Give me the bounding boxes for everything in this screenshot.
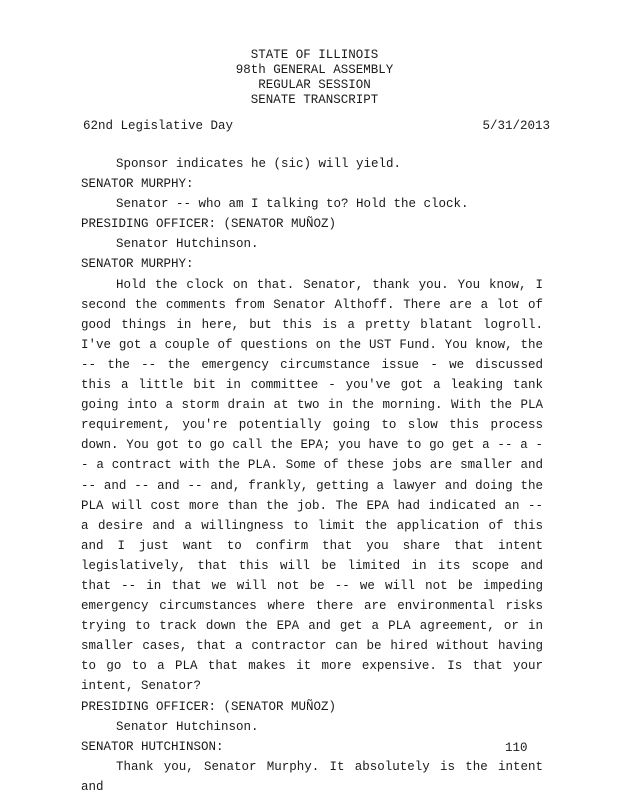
- speaker-label: PRESIDING OFFICER: (SENATOR MUÑOZ): [81, 699, 337, 714]
- header-state: STATE OF ILLINOIS: [250, 48, 379, 62]
- transcript-paragraph: Hold the clock on that. Senator, thank you. You know, I second the comments from Senator Althoff. There are a lot of good things in here, but this is a pretty blatant logroll. I've got a couple of questions on the UST Fund. You know, the -- the -- the emergency circumstance issue - we discussed this a little bit in committee - you've got a leaking tank going into a storm drain at two in the morning. With the PLA requirement, you're potentially going to slow this process down. You got to go call the EPA; you have to go get a -- a -- a contract with the PLA. Some of these jobs are smaller and -- and -- and -- and, frankly, getting a lawyer and doing the PLA will cost more than the job. The EPA had indicated an -- a desire and a willingness to limit the application of this and I just want to confirm that you share that intent legislatively, that this will be limited in its scope and that -- in that we will not be -- we will not be impeding emergency circumstances where there are environmental risks trying to track down the EPA and get a PLA agreement, or in smaller cases, that a contractor can be hired without having to go to a PLA that makes it more expensive. Is that your intent, Senator?: [81, 277, 543, 694]
- page-number: 110: [505, 741, 528, 755]
- session-date: 5/31/2013: [482, 119, 550, 133]
- transcript-line: Sponsor indicates he (sic) will yield.: [116, 157, 402, 171]
- transcript-line: Senator -- who am I talking to? Hold the clock.: [116, 197, 469, 212]
- speaker-label: PRESIDING OFFICER: (SENATOR MUÑOZ): [81, 217, 337, 232]
- header-assembly: 98th GENERAL ASSEMBLY: [235, 63, 394, 77]
- speaker-label: SENATOR MURPHY:: [81, 177, 194, 192]
- header-session: REGULAR SESSION: [258, 78, 371, 92]
- transcript-body: [81, 154, 543, 797]
- header-transcript: SENATE TRANSCRIPT: [250, 93, 379, 107]
- transcript-line: Senator Hutchinson.: [116, 237, 259, 252]
- speaker-label: SENATOR HUTCHINSON:: [81, 739, 224, 754]
- speaker-label: SENATOR MURPHY:: [81, 257, 194, 272]
- transcript-paragraph: Thank you, Senator Murphy. It absolutely is the intent and: [81, 759, 543, 794]
- document-header: [0, 48, 629, 108]
- legislative-day: 62nd Legislative Day: [83, 119, 234, 133]
- transcript-line: Senator Hutchinson.: [116, 719, 259, 734]
